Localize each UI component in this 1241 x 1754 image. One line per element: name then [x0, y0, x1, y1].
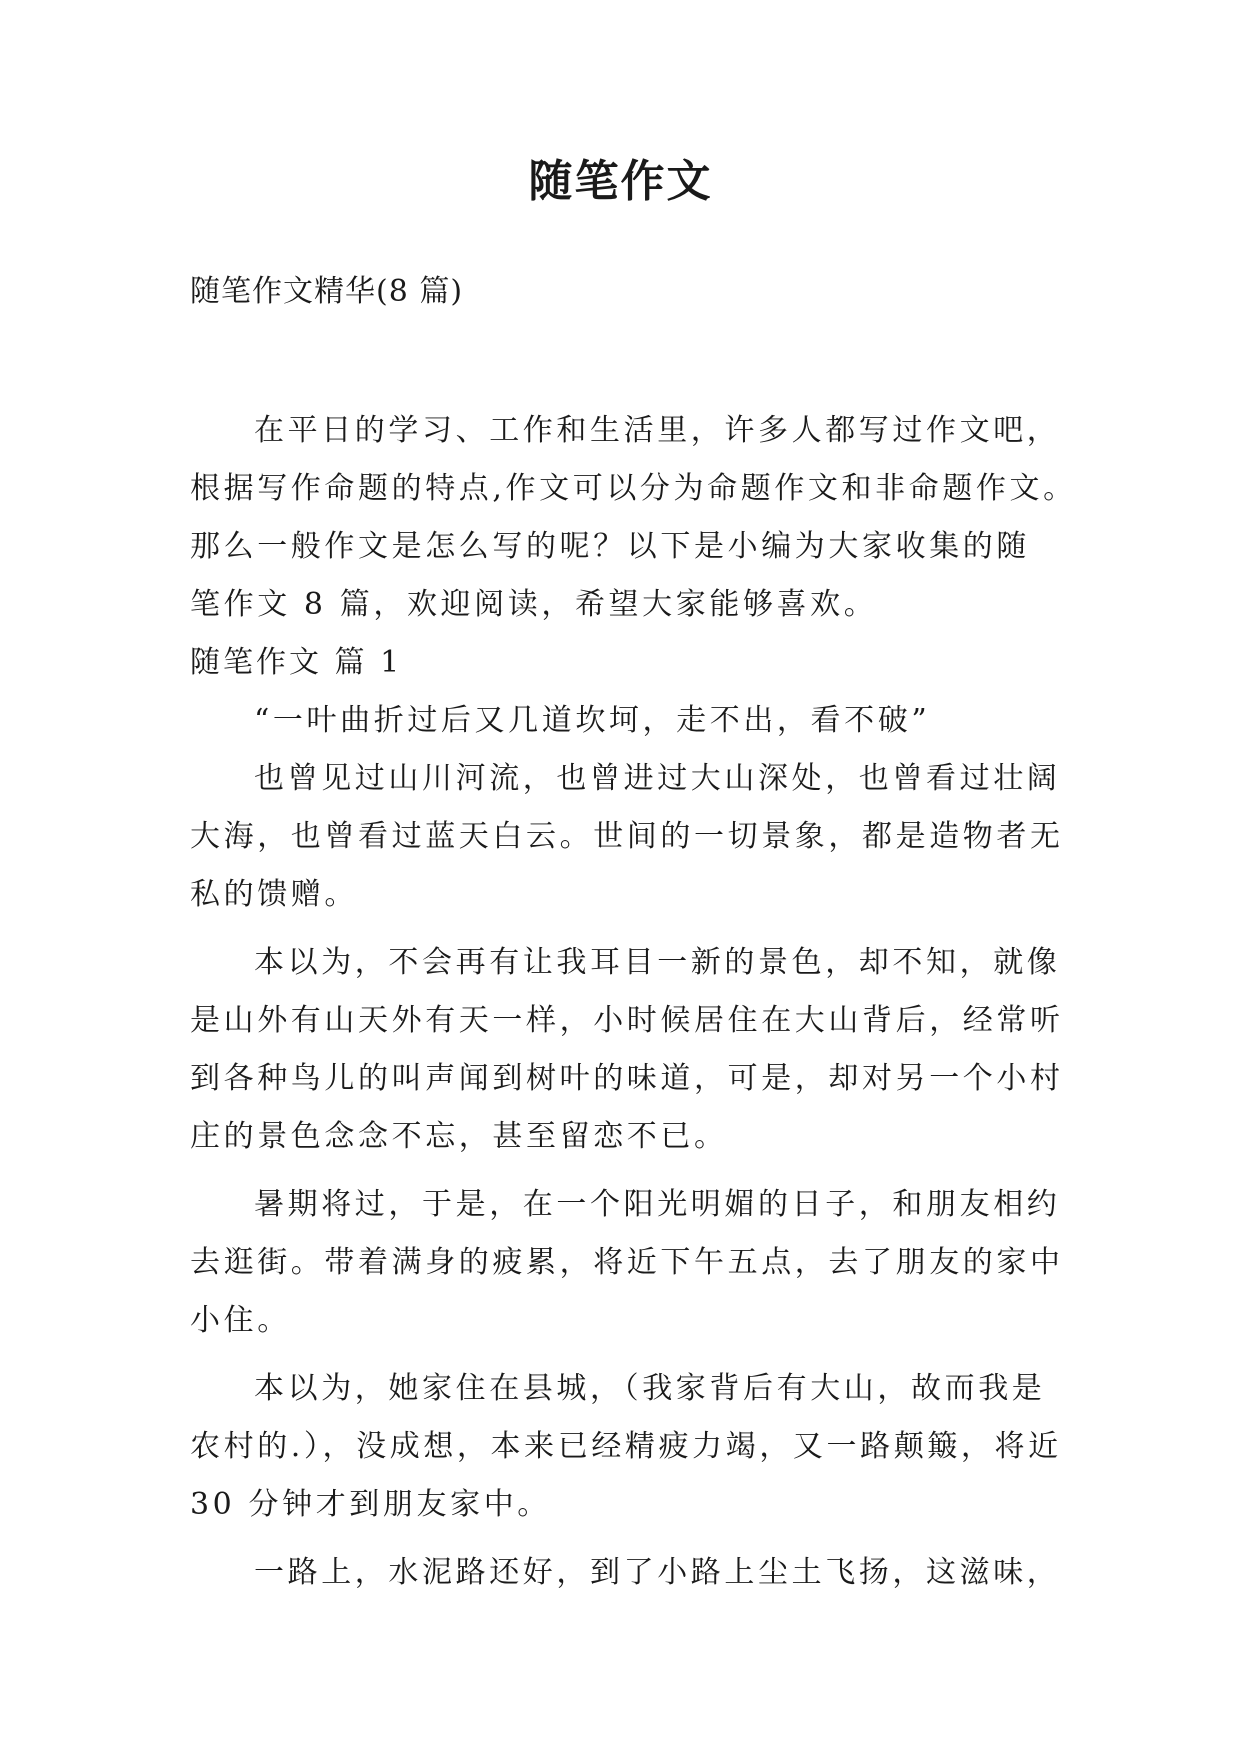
text-line: 去逛街。带着满身的疲累，将近下午五点，去了朋友的家中 — [190, 1245, 1064, 1280]
text-line: 庄的景色念念不忘，甚至留恋不已。 — [190, 1119, 728, 1154]
text-line: 在平日的学习、工作和生活里，许多人都写过作文吧， — [254, 413, 1061, 448]
paragraph — [190, 750, 1070, 924]
text-line: 大海，也曾看过蓝天白云。世间的一切景象，都是造物者无 — [190, 819, 1064, 854]
text-line: 私的馈赠。 — [190, 877, 358, 912]
text-line: 那么一般作文是怎么写的呢？以下是小编为大家收集的随 — [190, 529, 1030, 564]
text-line: 农村的.），没成想，本来已经精疲力竭，又一路颠簸，将近 — [190, 1429, 1062, 1464]
text-line: 小住。 — [190, 1303, 291, 1338]
text-line: 到各种鸟儿的叫声闻到树叶的味道，可是，却对另一个小村 — [190, 1061, 1064, 1096]
paragraph — [190, 934, 1070, 1166]
text-line: 笔作文 8 篇，欢迎阅读，希望大家能够喜欢。 — [190, 587, 878, 622]
text-line: 本以为，不会再有让我耳目一新的景色，却不知，就像 — [254, 945, 1061, 980]
quote-line: “一叶曲折过后又几道坎坷，走不出，看不破” — [254, 703, 931, 738]
spacer — [190, 1166, 1070, 1176]
intro-paragraph — [190, 402, 1077, 634]
paragraph — [190, 1176, 1070, 1350]
paragraph — [190, 1360, 1070, 1534]
spacer — [190, 1350, 1070, 1360]
document-subtitle: 随笔作文精华(8 篇) — [190, 274, 464, 309]
text-line: 30 分钟才到朋友家中。 — [190, 1487, 551, 1522]
text-line: 也曾见过山川河流，也曾进过大山深处，也曾看过壮阔 — [254, 761, 1061, 796]
spacer — [190, 322, 1070, 402]
document-title: 随笔作文 — [528, 156, 713, 207]
text-line: 本以为，她家住在县城，（我家背后有大山，故而我是 — [254, 1371, 1046, 1406]
document-body — [190, 262, 1077, 1602]
paragraph — [190, 1544, 1070, 1602]
text-line: 一路上，水泥路还好，到了小路上尘土飞扬，这滋味， — [254, 1555, 1061, 1590]
section-heading: 随笔作文 篇 1 — [190, 645, 403, 680]
text-line: 根据写作命题的特点,作文可以分为命题作文和非命题作文。 — [190, 471, 1077, 506]
spacer — [190, 1534, 1070, 1544]
spacer — [190, 924, 1070, 934]
text-line: 是山外有山天外有天一样，小时候居住在大山背后，经常听 — [190, 1003, 1064, 1038]
text-line: 暑期将过，于是，在一个阳光明媚的日子，和朋友相约 — [254, 1187, 1061, 1222]
